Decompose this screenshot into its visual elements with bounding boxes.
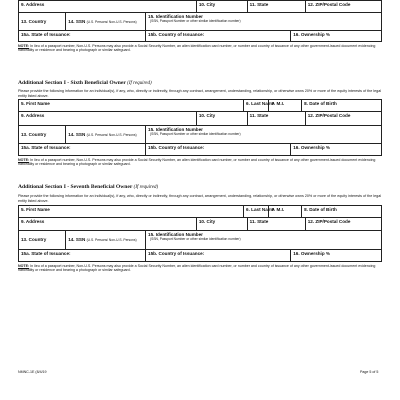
- owner-5-id-table: [18, 12, 382, 31]
- dob-field[interactable]: 8. Date of Birth: [302, 206, 382, 218]
- intro-sixth: Please provide the following information for an individual(s), if any, who, directly or indirectly, through any contract, arrangement, understanding, relationship, or otherwise owns 20% or more of the equity interests of the legal entity listed above.: [18, 89, 382, 98]
- id-number-field[interactable]: 15. Identification Number (SSN, Passport Number or other similar identification number): [146, 126, 382, 144]
- city-field[interactable]: 10. City: [196, 112, 247, 126]
- id-number-field[interactable]: 15. Identification Number (SSN, Passport Number or other similar identification number): [146, 231, 382, 250]
- id-number-field[interactable]: 15. Identification Number (SSN, Passport Number or other similar identification number): [146, 13, 382, 31]
- intro-seventh: Please provide the following information for an individual(s), if any, who, directly or indirectly, through any contract, arrangement, understanding, relationship, or otherwise owns 20% or more of the equity interests of the legal entity listed above.: [18, 194, 382, 203]
- dob-field[interactable]: 8. Date of Birth: [302, 100, 382, 112]
- note-1: NOTE: In lieu of a passport number, Non-U.S. Persons may also provide a Social Security Number, an alien identification card number, or number and country of issuance of any other government-issued document evidencing nationality or residence and bearing a photograph or similar safeguard.: [18, 44, 376, 53]
- address-field[interactable]: 9. Address: [19, 112, 197, 126]
- first-name-field[interactable]: 5. First Name: [19, 100, 244, 112]
- state-issuance-field[interactable]: 15a. State of Issuance:: [19, 144, 146, 156]
- zip-field[interactable]: 12. ZIP/Postal Code: [305, 112, 381, 126]
- note-3: NOTE: In lieu of a passport number, Non-U.S. Persons may also provide a Social Security Number, an alien identification card number, or number and country of issuance of any other government-issued document evidencing nationality or residence and bearing a photograph or similar safeguard.: [18, 264, 376, 273]
- state-field[interactable]: 11. State: [247, 218, 305, 231]
- owner-6-id-table: [18, 125, 382, 144]
- ownership-field[interactable]: 16. Ownership %: [291, 250, 382, 262]
- owner-6-address-table: [18, 111, 382, 126]
- section-heading-seventh: Additional Section I - Seventh Beneficial Owner (If required): [18, 184, 159, 190]
- section-heading-sixth: Additional Section I - Sixth Beneficial Owner (If required): [18, 80, 152, 86]
- first-name-field[interactable]: 5. First Name: [19, 206, 244, 218]
- state-issuance-field[interactable]: 15a. State of Issuance:: [19, 250, 146, 262]
- page-number: Page 5 of 5: [360, 370, 379, 374]
- address-field[interactable]: 9. Address: [19, 218, 197, 231]
- owner-6-issuance-table: [18, 143, 382, 156]
- ownership-field[interactable]: 16. Ownership %: [291, 31, 382, 42]
- ssn-field[interactable]: 14. SSN (U.S. Persons/ Non-U.S. Persons): [66, 13, 146, 31]
- ownership-field[interactable]: 16. Ownership %: [291, 144, 382, 156]
- country-issuance-field[interactable]: 15b. Country of Issuance:: [146, 250, 291, 262]
- last-name-field[interactable]: 6. Last Name: [244, 100, 269, 112]
- address-field[interactable]: 9. Address: [19, 1, 197, 13]
- country-field[interactable]: 13. Country: [19, 126, 66, 144]
- owner-7-address-table: [18, 217, 382, 231]
- owner-7-issuance-table: [18, 249, 382, 262]
- ssn-field[interactable]: 14. SSN (U.S. Persons/ Non-U.S. Persons): [66, 231, 146, 250]
- country-field[interactable]: 13. Country: [19, 13, 66, 31]
- last-name-field[interactable]: 6. Last Name: [244, 206, 269, 218]
- zip-field[interactable]: 12. ZIP/Postal Code: [305, 218, 381, 231]
- city-field[interactable]: 10. City: [196, 218, 247, 231]
- zip-field[interactable]: 12. ZIP/Postal Code: [305, 1, 381, 13]
- state-issuance-field[interactable]: 15a. State of Issuance:: [19, 31, 146, 42]
- country-field[interactable]: 13. Country: [19, 231, 66, 250]
- country-issuance-field[interactable]: 15b. Country of Issuance:: [146, 31, 291, 42]
- mi-field[interactable]: 7. M.I.: [269, 100, 302, 112]
- form-id: NMNC-1E (8/4/19: [18, 370, 47, 374]
- state-field[interactable]: 11. State: [247, 1, 305, 13]
- owner-5-issuance-table: [18, 30, 382, 42]
- state-field[interactable]: 11. State: [247, 112, 305, 126]
- mi-field[interactable]: 7. M.I.: [269, 206, 302, 218]
- country-issuance-field[interactable]: 15b. Country of Issuance:: [146, 144, 291, 156]
- city-field[interactable]: 10. City: [196, 1, 247, 13]
- owner-7-id-table: [18, 230, 382, 250]
- ssn-field[interactable]: 14. SSN (U.S. Persons/ Non-U.S. Persons): [66, 126, 146, 144]
- note-2: NOTE: In lieu of a passport number, Non-U.S. Persons may also provide a Social Security Number, an alien identification card number, or number and country of issuance of any other government-issued document evidencing nationality or residence and bearing a photograph or similar safeguard.: [18, 158, 376, 167]
